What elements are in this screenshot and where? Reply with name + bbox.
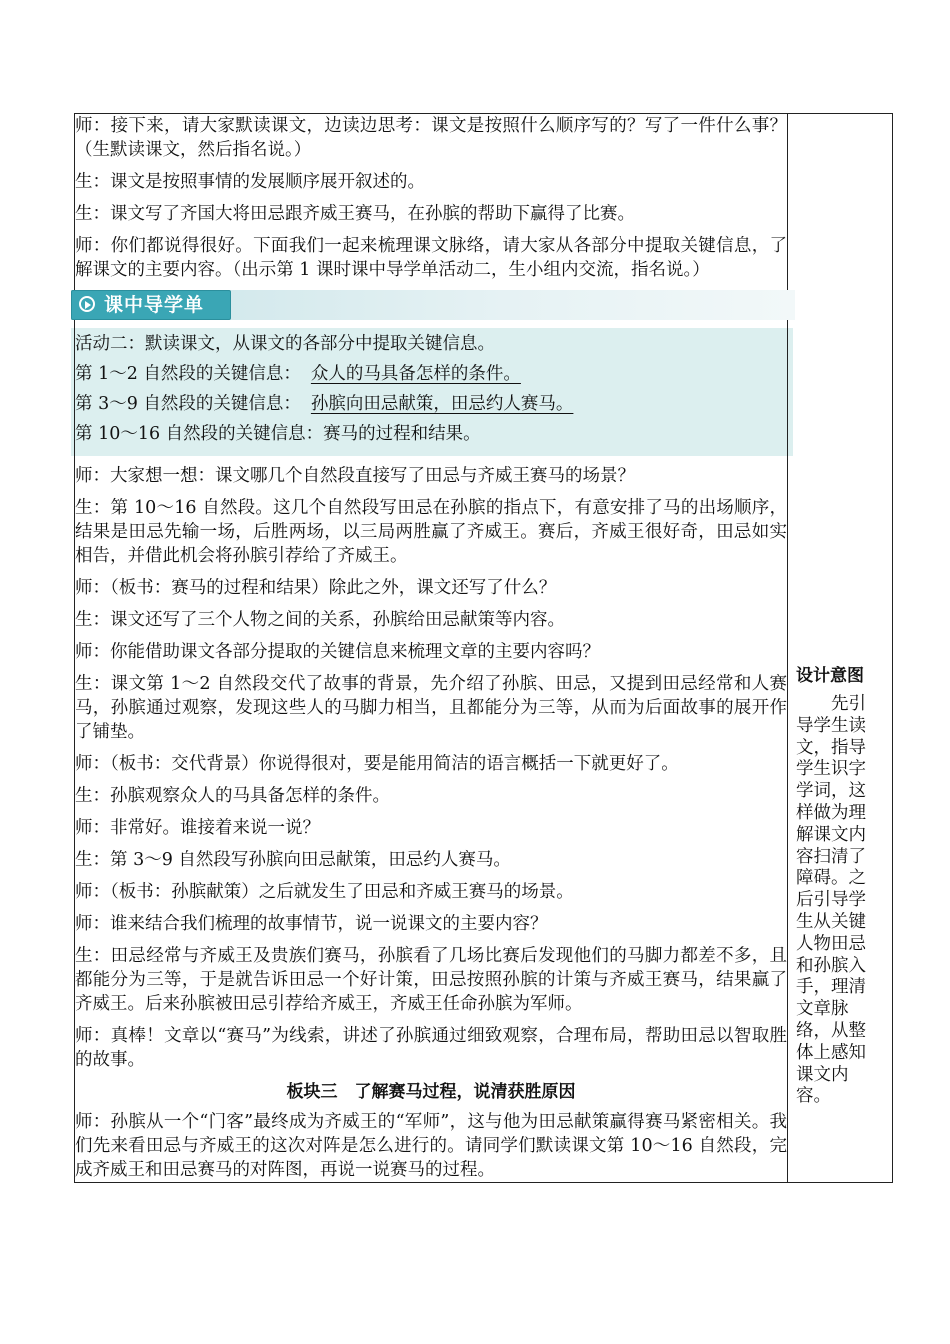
activity-box (71, 328, 793, 456)
dialogue-line: 生：第 3～9 自然段写孙膑向田忌献策，田忌约人赛马。 (75, 850, 511, 870)
dialogue-line: 生：田忌经常与齐威王及贵族们赛马，孙膑看了几场比赛后发现他们的马脚力都差不多，且都能分为三等，于是就告诉田忌一个好计策，田忌按照孙膑的计策与齐威王赛马，结果赢了齐威王。后来孙膑被田忌引荐给齐威王，齐威王任命孙膑为军师。 (75, 946, 787, 1014)
dialogue-line: 师：大家想一想：课文哪几个自然段直接写了田忌与齐威王赛马的场景？ (75, 466, 635, 486)
dialogue-line: 生：孙膑观察众人的马具备怎样的条件。 (75, 786, 390, 806)
dialogue-line: 生：课文是按照事情的发展顺序展开叙述的。 (75, 172, 425, 192)
dialogue-line: 生：课文还写了三个人物之间的关系，孙膑给田忌献策等内容。 (75, 610, 565, 630)
activity-line-3: 第 10～16 自然段的关键信息：赛马的过程和结果。 (75, 424, 481, 444)
design-intent-text: 先引导学生读文，指导学生识字学词，这样做为理解课文内容扫清了障碍。之后引导学生从关键人物田忌和孙膑入手，理清文章脉络，从整体上感知课文内容。 (796, 694, 866, 1107)
dialogue-line: 师：谁来结合我们梳理的故事情节，说一说课文的主要内容？ (75, 914, 548, 934)
activity-line-1 (75, 362, 787, 386)
activity-line-1-label: 第 1～2 自然段的关键信息： (75, 364, 301, 384)
dialogue-line: 生：课文第 1～2 自然段交代了故事的背景，先介绍了孙膑、田忌，又提到田忌经常和人赛马，孙膑通过观察，发现这些人的马脚力相当，且都能分为三等，从而为后面故事的展开作了铺垫。 (75, 674, 788, 742)
activity-line-2-answer: 孙膑向田忌献策，田忌约人赛马。 (310, 394, 574, 414)
activity-line-2 (75, 392, 787, 416)
dialogue-line: 生：课文写了齐国大将田忌跟齐威王赛马，在孙膑的帮助下赢得了比赛。 (75, 204, 635, 224)
banner-label: 课中导学单 (104, 294, 205, 316)
banner-tag (71, 290, 231, 320)
dialogue-line: 师：你能借助课文各部分提取的关键信息来梳理文章的主要内容吗？ (75, 642, 600, 662)
play-circle-icon (79, 296, 95, 312)
lesson-content-cell (75, 114, 788, 1183)
dialogue-line: 师：非常好。谁接着来说一说？ (75, 818, 320, 838)
dialogue-line: 师：你们都说得很好。下面我们一起来梳理课文脉络，请大家从各部分中提取关键信息，了解课文的主要内容。（出示第 1 课时课中导学单活动二，生小组内交流，指名说。） (75, 236, 787, 280)
design-intent-title: 设计意图 (796, 666, 864, 686)
dialogue-line: 师：（板书：交代背景）你说得很对，要是能用简洁的语言概括一下就更好了。 (75, 754, 679, 774)
dialogue-line: 师：（板书：赛马的过程和结果）除此之外，课文还写了什么？ (75, 578, 557, 598)
guide-sheet-banner (71, 290, 795, 320)
activity-line-1-answer: 众人的马具备怎样的条件。 (310, 364, 521, 384)
activity-title: 活动二：默读课文，从课文的各部分中提取关键信息。 (75, 334, 495, 354)
lesson-table (74, 113, 893, 1183)
activity-line-2-label: 第 3～9 自然段的关键信息： (75, 394, 301, 414)
dialogue-line: 师：（板书：孙膑献策）之后就发生了田忌和齐威王赛马的场景。 (75, 882, 574, 902)
section-title: 板块三 了解赛马过程，说清获胜原因 (286, 1082, 576, 1102)
design-intent-cell (788, 114, 893, 1183)
dialogue-line: 师：真棒！文章以“赛马”为线索，讲述了孙膑通过细致观察，合理布局，帮助田忌以智取胜的故事。 (75, 1026, 787, 1070)
dialogue-line: 师：接下来，请大家默读课文，边读边思考：课文是按照什么顺序写的？写了一件什么事？（生默读课文，然后指名说。） (75, 116, 787, 160)
dialogue-line: 生：第 10～16 自然段。这几个自然段写田忌在孙膑的指点下，有意安排了马的出场顺序，结果是田忌先输一场，后胜两场，以三局两胜赢了齐威王。赛后，齐威王很好奇，田忌如实相告，并借此机会将孙膑引荐给了齐威王。 (75, 498, 787, 566)
dialogue-line: 师：孙膑从一个“门客”最终成为齐威王的“军师”，这与他为田忌献策赢得赛马紧密相关。我们先来看田忌与齐威王的这次对阵是怎么进行的。请同学们默读课文第 10～16 自然段，完成齐威王和田忌赛马的对阵图，再说一说赛马的过程。 (75, 1112, 787, 1180)
